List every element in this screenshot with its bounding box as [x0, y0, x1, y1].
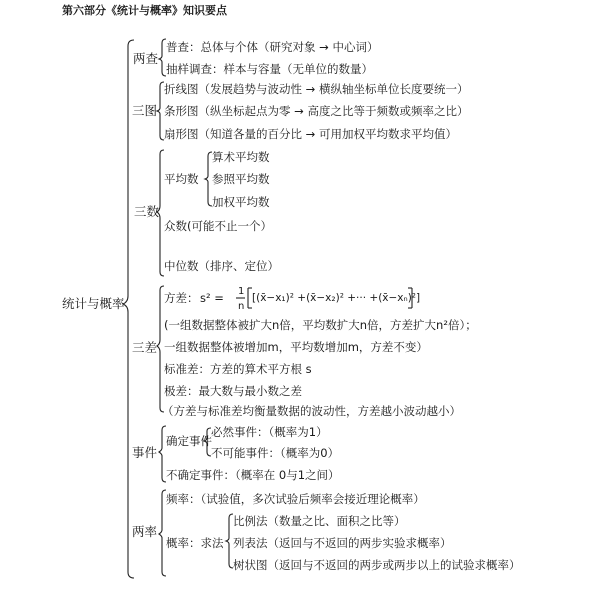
mean-arithmetic: 算术平均数: [212, 150, 270, 164]
median-item: 中位数（排序、定位）: [164, 259, 279, 273]
sure-event: 必然事件：（概率为1）: [211, 425, 328, 439]
frequency-item: 频率：（试验值，多次试验后频率会接近理论概率）: [166, 492, 425, 506]
variance-note-scale: (一组数据整体被扩大n倍，平均数扩大n倍，方差扩大n²倍）；: [164, 318, 477, 332]
page-title: 第六部分《统计与概率》知识要点: [62, 4, 227, 17]
variance-fraction-num: 1: [238, 286, 245, 297]
survey-label: 两查: [133, 51, 159, 66]
mean-weighted: 加权平均数: [212, 195, 270, 209]
impossible-event: 不可能事件：（概率为0）: [211, 446, 340, 460]
survey-item-census: 普查：总体与个体（研究对象 → 中心词）: [166, 40, 379, 54]
events-label: 事件: [132, 445, 158, 460]
survey-item-sampling: 抽样调查：样本与容量（无单位的数量）: [166, 62, 373, 76]
root-label: 统计与概率: [62, 296, 125, 311]
certain-event-label: 确定事件: [166, 434, 212, 448]
mean-label: 平均数: [164, 172, 199, 186]
std-item: 标准差：方差的算术平方根 s: [164, 362, 312, 376]
range-item: 极差：最大数与最小数之差: [164, 384, 302, 398]
variance-s2: s² =: [200, 291, 224, 305]
variance-prefix: 方差：: [164, 291, 199, 305]
chart-item-line: 折线图（发展趋势与波动性 → 横纵轴坐标单位长度要统一）: [164, 82, 469, 96]
variance-note-shift: 一组数据整体被增加m，平均数增加m，方差不变）: [164, 340, 428, 354]
chart-item-bar: 条形图（纵坐标起点为零 → 高度之比等于频数或频率之比）: [164, 104, 469, 118]
method-label: 概率：求法: [166, 536, 224, 550]
variance-note-spread: （方差与标准差均衡量数据的波动性，方差越小波动越小）: [162, 404, 461, 418]
method-ratio: 比例法（数量之比、面积之比等）: [233, 514, 406, 528]
method-tree: 树状图（返回与不返回的两步或两步以上的试验求概率）: [233, 558, 521, 572]
charts-label: 三图: [132, 103, 158, 118]
mode-item: 众数(可能不止一个）: [164, 219, 272, 233]
numbers-label: 三数: [134, 204, 160, 219]
variance-fraction-den: n: [238, 301, 245, 312]
method-table: 列表法（返回与不返回的两步实验求概率）: [233, 536, 452, 550]
uncertain-event: 不确定事件：（概率在 0与1之间）: [166, 468, 340, 482]
chart-item-pie: 扇形图（知道各量的百分比 → 可用加权平均数求平均值）: [164, 127, 457, 141]
probability-label: 两率: [132, 524, 158, 539]
variance-formula-body: [(x̄−x₁)² +(x̄−x₂)² +··· +(x̄−xₙ)²]: [252, 292, 421, 304]
mean-reference: 参照平均数: [212, 172, 270, 186]
variance-label: 三差: [132, 340, 158, 355]
